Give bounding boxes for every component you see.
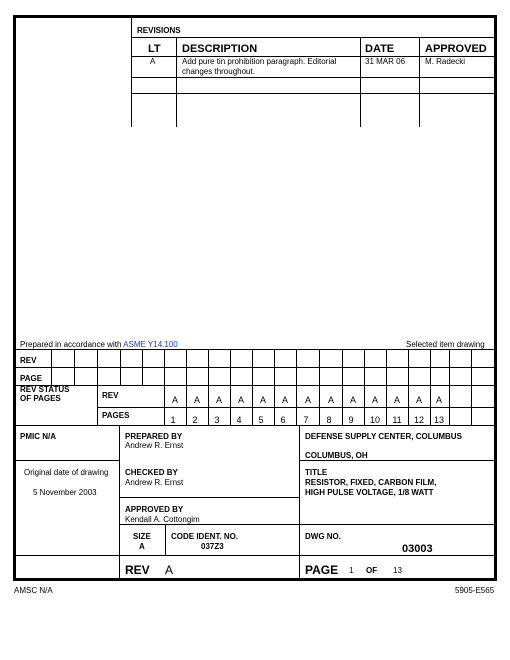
revision-date: 31 MAR 06 bbox=[365, 57, 406, 66]
status-rev-cell: A bbox=[237, 395, 244, 405]
status-rev-cell: A bbox=[327, 395, 334, 405]
rev-status-label-2: OF PAGES bbox=[20, 394, 61, 403]
status-rev-cell: A bbox=[259, 395, 266, 405]
rev-row-label: REV bbox=[20, 356, 37, 365]
page-number-cell: 10 bbox=[369, 415, 380, 425]
revision-approved: M. Radecki bbox=[425, 57, 466, 66]
page-number-cell: 12 bbox=[413, 415, 424, 425]
revision-description-line2: changes throughout. bbox=[182, 67, 255, 76]
page-number-cell: 11 bbox=[392, 415, 402, 425]
page-number-cell: 6 bbox=[280, 415, 286, 425]
code-ident-label: CODE IDENT. NO. bbox=[171, 532, 239, 541]
asme-link[interactable]: ASME Y14.100 bbox=[123, 340, 178, 349]
revision-description-line1: Add pure tin prohibition paragraph. Editorial bbox=[182, 57, 337, 66]
prepared-note-prefix: Prepared in accordance with bbox=[20, 340, 124, 349]
page-number-cell: 3 bbox=[214, 415, 220, 425]
page-number-cell: 8 bbox=[326, 415, 332, 425]
title-line1: RESISTOR, FIXED, CARBON FILM, bbox=[305, 478, 437, 487]
page-value: 1 bbox=[349, 566, 354, 575]
status-rev-label: REV bbox=[102, 391, 119, 400]
page-number-cell: 5 bbox=[258, 415, 264, 425]
frame-bottom bbox=[13, 578, 497, 581]
original-date-label: Original date of drawing bbox=[24, 468, 109, 477]
page-number-cell: 9 bbox=[348, 415, 354, 425]
of-value: 13 bbox=[393, 566, 402, 575]
page-number-cell: 7 bbox=[303, 415, 309, 425]
size-label: SIZE bbox=[133, 532, 151, 541]
status-rev-cell: A bbox=[349, 395, 356, 405]
col-approved-header: APPROVED bbox=[425, 43, 487, 55]
pmic-label: PMIC N/A bbox=[20, 432, 56, 441]
original-date: 5 November 2003 bbox=[33, 488, 97, 497]
page-number-cell: 13 bbox=[433, 415, 444, 425]
checked-by-name: Andrew R. Ernst bbox=[125, 478, 184, 487]
revision-lt: A bbox=[150, 57, 156, 66]
footer-amsc: AMSC N/A bbox=[14, 586, 53, 595]
size-value: A bbox=[139, 542, 145, 551]
rev-value: A bbox=[165, 563, 174, 577]
page-number-cell: 1 bbox=[170, 415, 176, 425]
revisions-title: REVISIONS bbox=[137, 26, 181, 35]
frame-left bbox=[13, 15, 16, 581]
prepared-by-label: PREPARED BY bbox=[125, 432, 183, 441]
page-number-cell: 2 bbox=[192, 415, 198, 425]
dwg-no-label: DWG NO. bbox=[305, 532, 341, 541]
approved-by-name: Kendall A. Cottongim bbox=[125, 515, 200, 524]
frame-top bbox=[13, 15, 497, 18]
col-description-header: DESCRIPTION bbox=[182, 43, 258, 55]
prepared-note bbox=[20, 341, 178, 349]
status-rev-cell: A bbox=[171, 395, 178, 405]
checked-by-label: CHECKED BY bbox=[125, 468, 178, 477]
status-rev-cell: A bbox=[435, 395, 442, 405]
frame-right bbox=[494, 15, 497, 581]
dwg-no-value: 03003 bbox=[402, 543, 433, 555]
code-ident-value: 037Z3 bbox=[201, 542, 224, 551]
status-rev-cell: A bbox=[304, 395, 311, 405]
status-rev-cell: A bbox=[415, 395, 422, 405]
footer-fsc: 5905-E565 bbox=[455, 586, 495, 595]
col-lt-header: LT bbox=[148, 43, 161, 55]
page-label: PAGE bbox=[305, 563, 339, 577]
status-rev-cell: A bbox=[393, 395, 400, 405]
status-rev-cell: A bbox=[281, 395, 288, 405]
title-label: TITLE bbox=[305, 468, 328, 477]
rev-status-label-1: REV STATUS bbox=[20, 385, 70, 394]
title-line2: HIGH PULSE VOLTAGE, 1/8 WATT bbox=[305, 488, 434, 497]
page-number-cell: 4 bbox=[236, 415, 242, 425]
pages-label: PAGES bbox=[102, 411, 130, 420]
rev-label: REV bbox=[125, 563, 150, 577]
prepared-by-name: Andrew R. Ernst bbox=[125, 441, 184, 450]
status-rev-cell: A bbox=[215, 395, 222, 405]
status-rev-cell: A bbox=[371, 395, 378, 405]
agency-line2: COLUMBUS, OH bbox=[305, 451, 368, 460]
selected-item-label: Selected item drawing bbox=[406, 340, 485, 349]
of-label: OF bbox=[366, 566, 378, 575]
col-date-header: DATE bbox=[365, 43, 395, 55]
status-rev-cell: A bbox=[193, 395, 200, 405]
page-row-label: PAGE bbox=[20, 374, 43, 383]
approved-by-label: APPROVED BY bbox=[125, 505, 184, 514]
agency-line1: DEFENSE SUPPLY CENTER, COLUMBUS bbox=[305, 432, 462, 441]
